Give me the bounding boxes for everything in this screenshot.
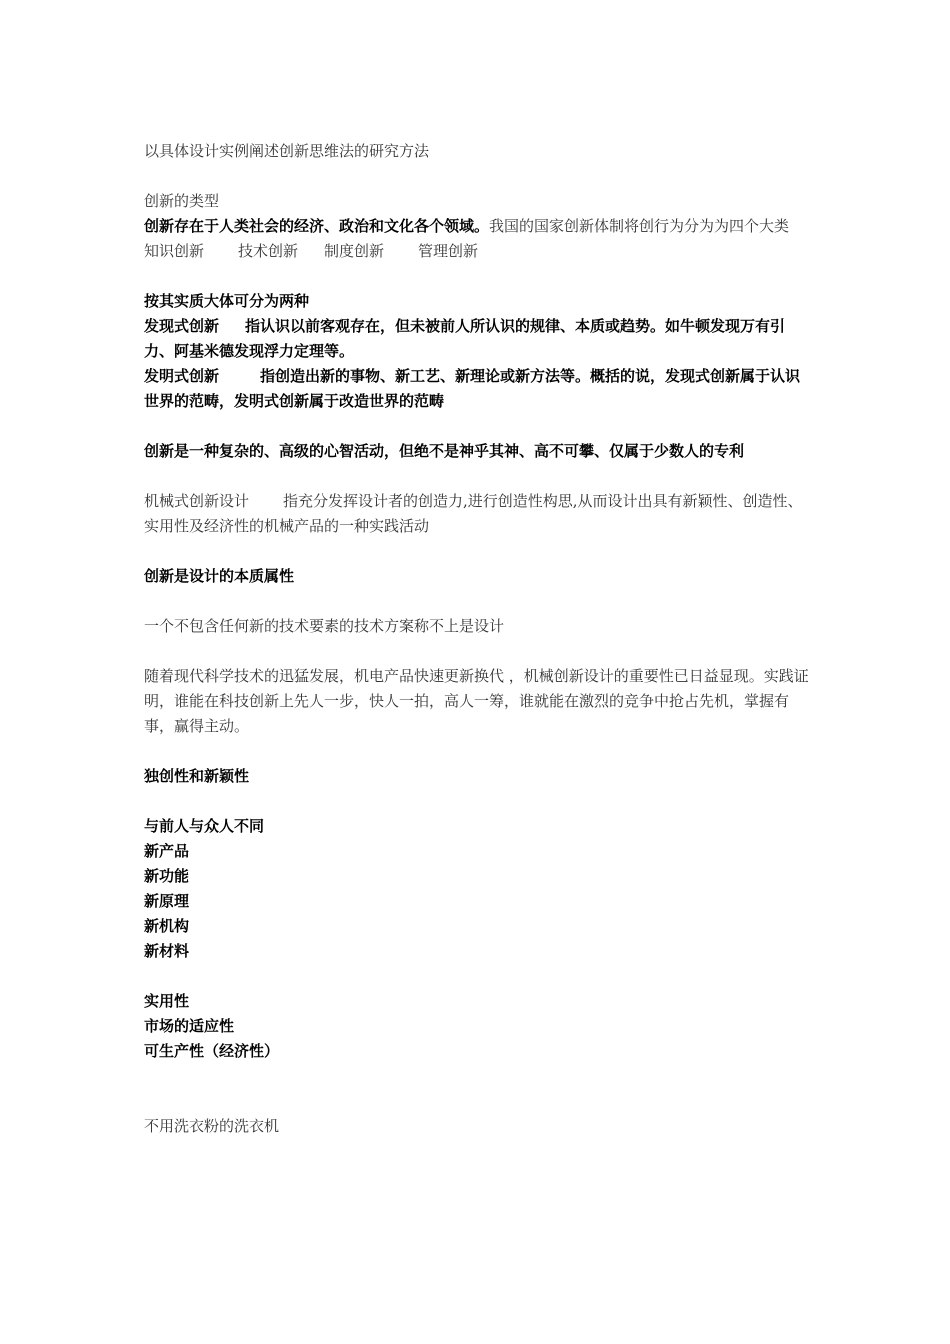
novelty-item: 新原理: [144, 892, 190, 910]
novelty-item: 新产品: [144, 842, 190, 860]
types-heading: 创新的类型: [144, 192, 220, 210]
discovery-term: 发现式创新: [144, 317, 220, 335]
novelty-item: 与前人与众人不同: [144, 817, 265, 835]
category-knowledge: 知识创新: [144, 242, 205, 260]
domain-normal-text: 我国的国家创新体制将创行为分为为四个大类: [489, 217, 790, 235]
novelty-item: 新机构: [144, 917, 190, 935]
innovation-categories: [144, 239, 810, 264]
practical-item: 市场的适应性: [144, 1017, 235, 1035]
document-body: [144, 139, 810, 1139]
complex-statement: 创新是一种复杂的、高级的心智活动，但绝不是神乎其神、高不可攀、仅属于少数人的专利: [144, 442, 745, 460]
domain-bold-text: 创新存在于人类社会的经济、政治和文化各个领域。: [144, 217, 490, 235]
mechanical-term: 机械式创新设计: [144, 492, 250, 510]
no-new-elements-statement: 一个不包含任何新的技术要素的技术方案称不上是设计: [144, 617, 505, 635]
originality-heading: 独创性和新颖性: [144, 767, 250, 785]
document-title: 以具体设计实例阐述创新思维法的研究方法: [144, 142, 430, 160]
discovery-definition: 指认识以前客观存在，但未被前人所认识的规律、本质或趋势。如牛顿发现万有引力、阿基米德发现浮力定理等。: [144, 317, 786, 360]
practical-item: 可生产性（经济性）: [144, 1042, 280, 1060]
mechanical-paragraph: [144, 489, 810, 539]
domain-paragraph: [144, 214, 810, 239]
example-text: 不用洗衣粉的洗衣机: [144, 1117, 280, 1135]
novelty-item: 新功能: [144, 867, 190, 885]
discovery-paragraph: [144, 314, 810, 364]
development-paragraph: 随着现代科学技术的迅猛发展，机电产品快速更新换代 ，机械创新设计的重要性已日益显现。实践证明，谁能在科技创新上先人一步，快人一拍，高人一筹，谁就能在激烈的竞争中抢占先机，掌握有事，赢得主动。: [144, 667, 809, 735]
essence-attribute: 创新是设计的本质属性: [144, 567, 295, 585]
novelty-item: 新材料: [144, 942, 190, 960]
category-institution: 制度创新: [324, 242, 385, 260]
invention-definition: 指创造出新的事物、新工艺、新理论或新方法等。概括的说，发现式创新属于认识世界的范畴，发明式创新属于改造世界的范畴: [144, 367, 801, 410]
category-technology: 技术创新: [238, 242, 299, 260]
practical-item: 实用性: [144, 992, 190, 1010]
invention-paragraph: [144, 364, 810, 414]
mechanical-definition: 指充分发挥设计者的创造力,进行创造性构思,从而设计出具有新颖性、创造性、实用性及经济性的机械产品的一种实践活动: [144, 492, 803, 535]
category-management: 管理创新: [418, 242, 479, 260]
essence-heading: 按其实质大体可分为两种: [144, 292, 310, 310]
invention-term: 发明式创新: [144, 367, 220, 385]
